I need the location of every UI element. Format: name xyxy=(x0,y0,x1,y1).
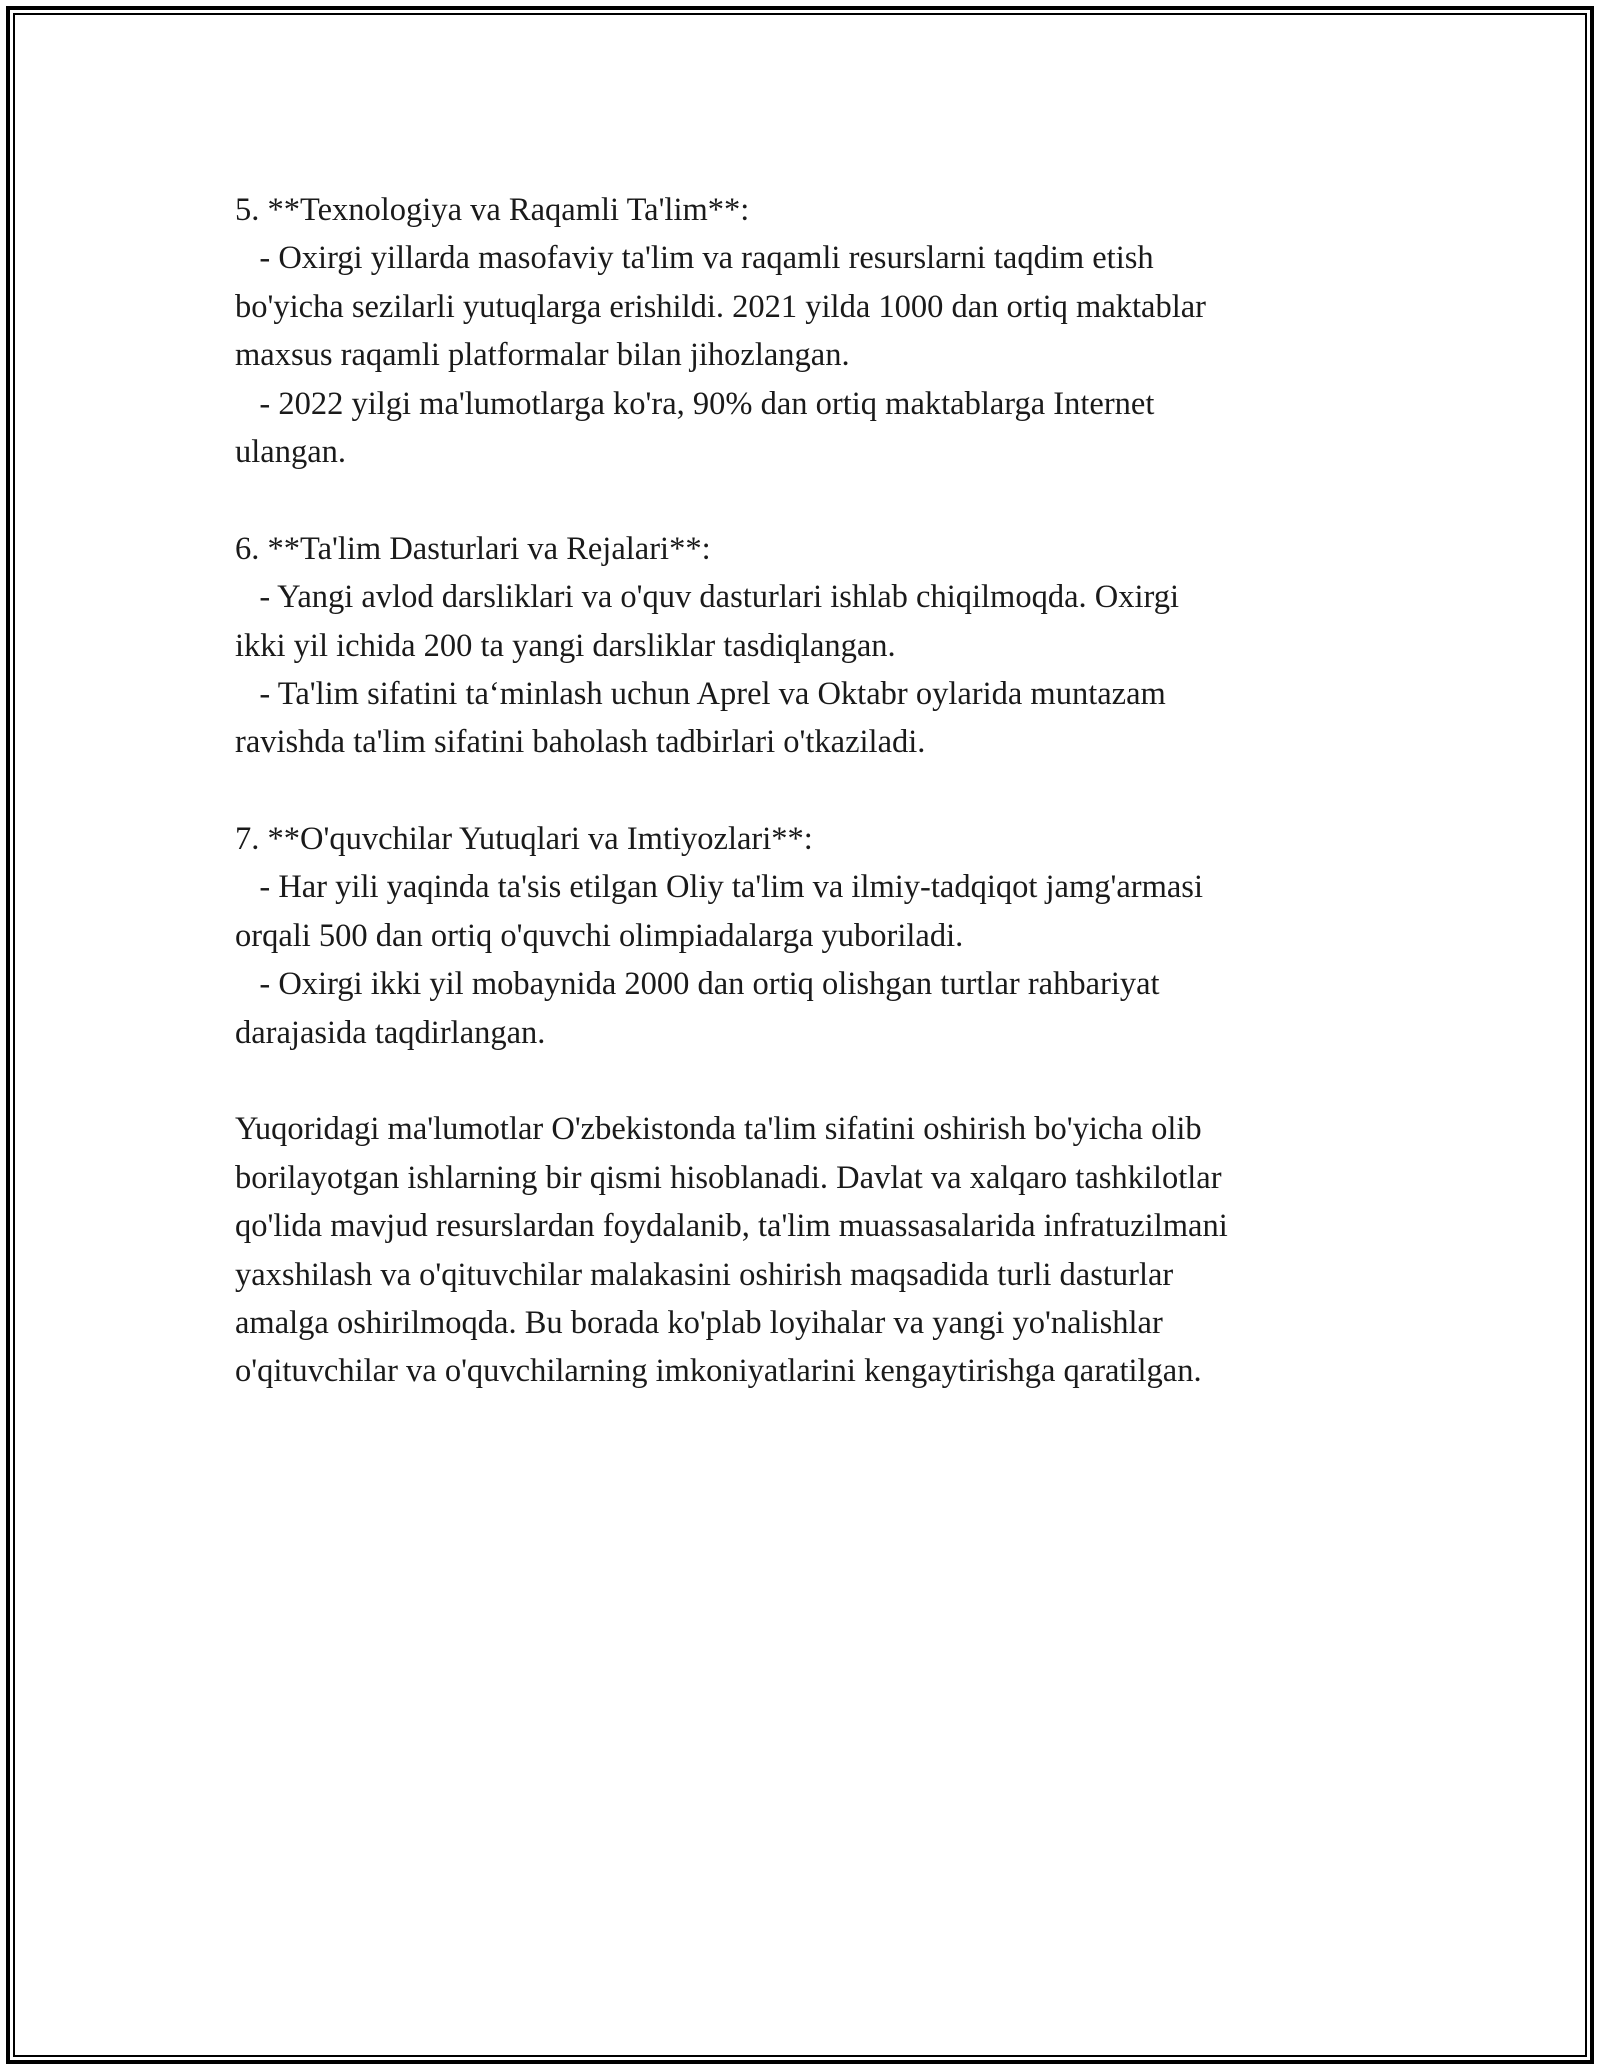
section-heading: 6. **Ta'lim Dasturlari va Rejalari**: xyxy=(235,530,711,567)
text-line: - 2022 yilgi ma'lumotlarga ko'ra, 90% dan ortiq maktablarga Internet xyxy=(235,385,1155,422)
text-line: o'qituvchilar va o'quvchilarning imkoniyatlarini kengaytirishga qaratilgan. xyxy=(235,1353,1202,1390)
section-5 xyxy=(235,186,1375,476)
text-line: - Oxirgi ikki yil mobaynida 2000 dan ortiq olishgan turtlar rahbariyat xyxy=(235,966,1160,1003)
paragraph-gap xyxy=(235,1057,1375,1105)
text-line: - Ta'lim sifatini ta‘minlash uchun Aprel va Oktabr oylarida muntazam xyxy=(235,675,1166,712)
text-line: borilayotgan ishlarning bir qismi hisoblanadi. Davlat va xalqaro tashkilotlar xyxy=(235,1159,1222,1196)
document-body xyxy=(235,186,1375,1396)
text-line: ikki yil ichida 200 ta yangi darsliklar tasdiqlangan. xyxy=(235,627,896,664)
text-line: amalga oshirilmoqda. Bu borada ko'plab loyihalar va yangi yo'nalishlar xyxy=(235,1304,1163,1341)
section-6 xyxy=(235,525,1375,767)
conclusion-paragraph xyxy=(235,1105,1375,1395)
text-line: maxsus raqamli platformalar bilan jihozlangan. xyxy=(235,337,850,374)
text-line: qo'lida mavjud resurslardan foydalanib, ta'lim muassasalarida infratuzilmani xyxy=(235,1208,1228,1245)
text-line: yaxshilash va o'qituvchilar malakasini oshirish maqsadida turli dasturlar xyxy=(235,1256,1174,1293)
text-line: Yuqoridagi ma'lumotlar O'zbekistonda ta'lim sifatini oshirish bo'yicha olib xyxy=(235,1111,1202,1148)
section-7 xyxy=(235,815,1375,1057)
text-line: ravishda ta'lim sifatini baholash tadbirlari o'tkaziladi. xyxy=(235,724,926,761)
text-line: - Oxirgi yillarda masofaviy ta'lim va raqamli resurslarni taqdim etish xyxy=(235,240,1154,277)
text-line: bo'yicha sezilarli yutuqlarga erishildi. 2021 yilda 1000 dan ortiq maktablar xyxy=(235,288,1206,325)
text-line: - Har yili yaqinda ta'sis etilgan Oliy ta'lim va ilmiy-tadqiqot jamg'armasi xyxy=(235,869,1203,906)
text-line: - Yangi avlod darsliklari va o'quv dasturlari ishlab chiqilmoqda. Oxirgi xyxy=(235,579,1180,616)
section-heading: 7. **O'quvchilar Yutuqlari va Imtiyozlari**: xyxy=(235,821,813,858)
text-line: ulangan. xyxy=(235,433,347,470)
paragraph-gap xyxy=(235,476,1375,524)
text-line: darajasida taqdirlangan. xyxy=(235,1014,546,1051)
text-line: orqali 500 dan ortiq o'quvchi olimpiadalarga yuboriladi. xyxy=(235,917,964,954)
paragraph-gap xyxy=(235,767,1375,815)
section-heading: 5. **Texnologiya va Raqamli Ta'lim**: xyxy=(235,192,750,228)
